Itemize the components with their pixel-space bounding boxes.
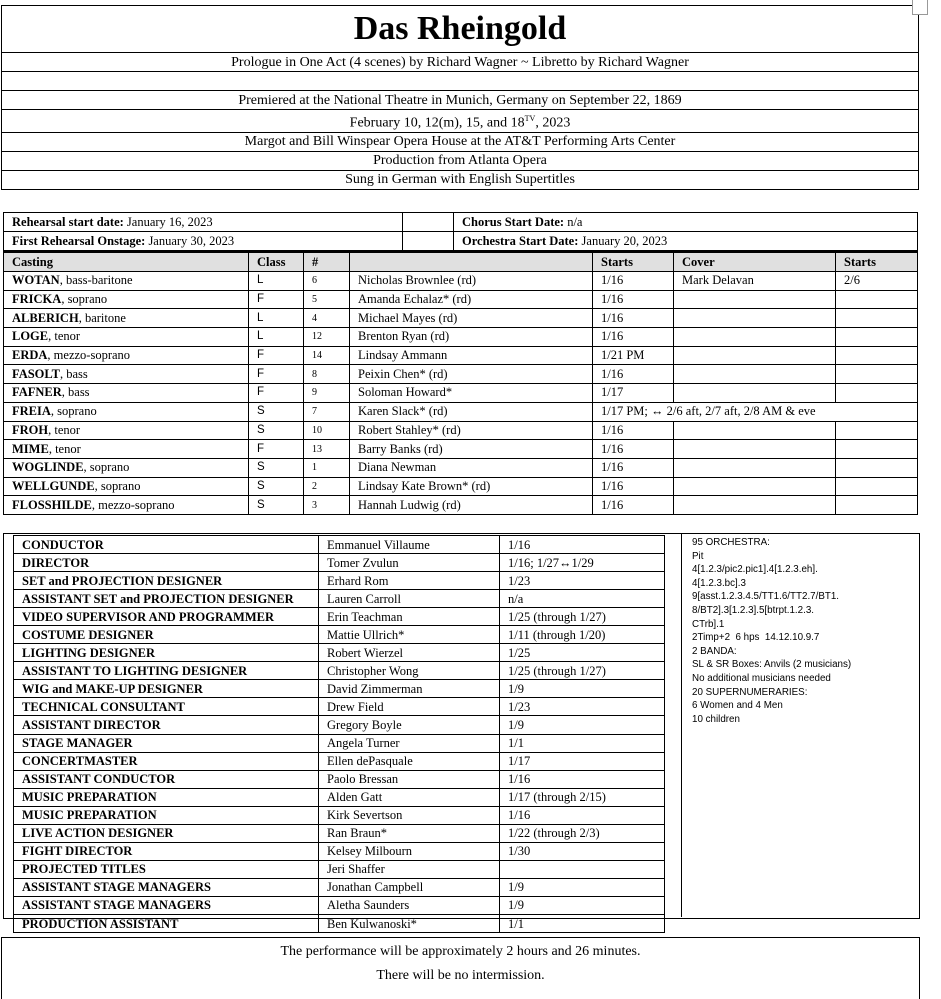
cast-cover-starts	[836, 365, 918, 384]
creative-name: Alden Gatt	[319, 788, 500, 806]
creative-name: Ben Kulwanoski*	[319, 914, 500, 932]
creative-name: Paolo Bressan	[319, 770, 500, 788]
dates-pre: February 10, 12(m), 15, and 18	[349, 115, 525, 131]
cast-starts: 1/16	[593, 458, 674, 477]
cast-cover-starts	[836, 309, 918, 328]
creative-name: Angela Turner	[319, 734, 500, 752]
creative-row	[14, 662, 665, 680]
creative-role: PRODUCTION ASSISTANT	[14, 914, 319, 932]
cast-class: S	[249, 477, 304, 496]
cast-row	[4, 477, 918, 496]
orchestra-line: SL & SR Boxes: Anvils (2 musicians)	[692, 659, 852, 671]
creative-starts	[500, 860, 665, 878]
cast-cover	[674, 440, 836, 459]
creative-starts: 1/22 (through 2/3)	[500, 824, 665, 842]
venue-line: Margot and Bill Winspear Opera House at the AT&T Performing Arts Center	[2, 132, 919, 151]
creative-name: David Zimmerman	[319, 680, 500, 698]
creative-role: MUSIC PREPARATION	[14, 806, 319, 824]
cast-role	[4, 421, 249, 440]
creative-team-section	[3, 533, 920, 931]
creative-name: Jonathan Campbell	[319, 878, 500, 896]
creative-name: Christopher Wong	[319, 662, 500, 680]
creative-role: PROJECTED TITLES	[14, 860, 319, 878]
creative-role: FIGHT DIRECTOR	[14, 842, 319, 860]
voice-type: , tenor	[48, 329, 81, 344]
creative-starts: 1/16	[500, 770, 665, 788]
role-name: FAFNER	[12, 385, 62, 400]
cast-number: 7	[304, 402, 350, 421]
cast-cover: Mark Delavan	[674, 272, 836, 291]
creative-name: Tomer Zvulun	[319, 554, 500, 572]
cast-row	[4, 402, 918, 421]
creative-role: ASSISTANT STAGE MANAGERS	[14, 896, 319, 914]
first-onstage	[4, 232, 403, 251]
cast-number: 6	[304, 272, 350, 291]
cast-role	[4, 365, 249, 384]
cast-role	[4, 458, 249, 477]
orchestra-line: Pit	[692, 550, 704, 562]
cast-starts: 1/16	[593, 290, 674, 309]
creative-role: VIDEO SUPERVISOR AND PROGRAMMER	[14, 608, 319, 626]
orchestra-line: 95 ORCHESTRA:	[692, 537, 770, 548]
col-class: Class	[249, 252, 304, 272]
creative-role: ASSISTANT STAGE MANAGERS	[14, 878, 319, 896]
creative-starts: 1/30	[500, 842, 665, 860]
cast-cover	[674, 290, 836, 309]
cast-starts: 1/16	[593, 421, 674, 440]
cast-cover-starts	[836, 384, 918, 403]
orchestra-line: 20 SUPERNUMERARIES:	[692, 686, 808, 698]
creative-role: TECHNICAL CONSULTANT	[14, 698, 319, 716]
creative-row	[14, 824, 665, 842]
creative-name: Kirk Severtson	[319, 806, 500, 824]
creative-name: Lauren Carroll	[319, 590, 500, 608]
creative-row	[14, 680, 665, 698]
creative-name: Kelsey Milbourn	[319, 842, 500, 860]
cast-row	[4, 290, 918, 309]
cast-class: F	[249, 346, 304, 365]
cast-header-row	[4, 252, 918, 272]
cast-row	[4, 328, 918, 347]
creative-starts: 1/9	[500, 896, 665, 914]
intermission-text: There will be no intermission.	[376, 968, 545, 983]
creative-starts: 1/23	[500, 698, 665, 716]
creative-starts: 1/23	[500, 572, 665, 590]
rehearsal-start-value: January 16, 2023	[123, 214, 213, 229]
creative-role: WIG and MAKE-UP DESIGNER	[14, 680, 319, 698]
orchestra-line: 4[1.2.3/pic2.pic1].4[1.2.3.eh].	[692, 564, 818, 576]
cast-body	[4, 272, 918, 515]
creative-row	[14, 572, 665, 590]
gap-cell	[403, 213, 454, 232]
cast-singer: Hannah Ludwig (rd)	[350, 496, 593, 515]
col-cover: Cover	[674, 252, 836, 272]
role-name: WELLGUNDE	[12, 478, 95, 493]
page-corner-icon	[912, 0, 928, 15]
orchestra-line: 2 BANDA:	[692, 645, 737, 657]
col-casting: Casting	[4, 252, 249, 272]
cast-cover-starts	[836, 496, 918, 515]
first-onstage-label: First Rehearsal Onstage:	[12, 233, 146, 248]
gap-cell	[403, 232, 454, 251]
blank-row	[2, 72, 919, 91]
creative-role: ASSISTANT SET and PROJECTION DESIGNER	[14, 590, 319, 608]
cast-cover	[674, 309, 836, 328]
creative-starts: 1/9	[500, 716, 665, 734]
cast-starts: 1/16	[593, 440, 674, 459]
cast-role	[4, 328, 249, 347]
creative-starts: 1/11 (through 1/20)	[500, 626, 665, 644]
cast-class: F	[249, 365, 304, 384]
creative-row	[14, 752, 665, 770]
cast-starts: 1/16	[593, 496, 674, 515]
cast-starts: 1/16	[593, 477, 674, 496]
creative-starts: 1/1	[500, 914, 665, 932]
cast-role	[4, 309, 249, 328]
orchestra-line: CTrb].1	[692, 618, 725, 630]
creative-role: ASSISTANT DIRECTOR	[14, 716, 319, 734]
cast-role	[4, 346, 249, 365]
orchestra-line: 10 children	[692, 713, 740, 725]
role-name: FREIA	[12, 404, 51, 419]
page-title: Das Rheingold	[2, 6, 919, 53]
cast-table	[3, 251, 918, 515]
cast-number: 14	[304, 346, 350, 365]
voice-type: , soprano	[83, 460, 130, 475]
cast-role	[4, 496, 249, 515]
voice-type: , soprano	[94, 478, 141, 493]
creative-name: Ellen dePasquale	[319, 752, 500, 770]
cast-number: 10	[304, 421, 350, 440]
cast-class: L	[249, 328, 304, 347]
creative-row	[14, 896, 665, 914]
rehearsal-start	[4, 213, 403, 232]
cast-class: F	[249, 440, 304, 459]
creative-role: ASSISTANT CONDUCTOR	[14, 770, 319, 788]
cast-cover-starts	[836, 290, 918, 309]
creative-name: Ran Braun*	[319, 824, 500, 842]
cast-cover	[674, 477, 836, 496]
footer	[1, 937, 920, 999]
col-cover-starts: Starts	[836, 252, 918, 272]
cast-class: F	[249, 384, 304, 403]
cast-number: 5	[304, 290, 350, 309]
voice-type: , tenor	[48, 441, 81, 456]
cast-cover	[674, 365, 836, 384]
creative-starts: 1/16	[500, 536, 665, 554]
cast-number: 13	[304, 440, 350, 459]
creative-name: Erin Teachman	[319, 608, 500, 626]
creative-row	[14, 860, 665, 878]
creative-name: Erhard Rom	[319, 572, 500, 590]
chorus-start	[454, 213, 918, 232]
cast-role	[4, 384, 249, 403]
creative-starts: 1/16	[500, 806, 665, 824]
creative-row	[14, 554, 665, 572]
role-name: LOGE	[12, 329, 49, 344]
cast-number: 1	[304, 458, 350, 477]
creative-row	[14, 590, 665, 608]
col-number: #	[304, 252, 350, 272]
creative-row	[14, 626, 665, 644]
cast-cover	[674, 421, 836, 440]
cast-cover	[674, 346, 836, 365]
orchestra-line: 9[asst.1.2.3.4.5/TT1.6/TT2.7/BT1.	[692, 591, 840, 603]
creative-role: CONCERTMASTER	[14, 752, 319, 770]
voice-type: , tenor	[48, 422, 81, 437]
dates-post: , 2023	[535, 115, 571, 131]
cast-number: 12	[304, 328, 350, 347]
creative-role: MUSIC PREPARATION	[14, 788, 319, 806]
creative-role: LIGHTING DESIGNER	[14, 644, 319, 662]
cast-number: 9	[304, 384, 350, 403]
cast-starts: 1/16	[593, 328, 674, 347]
creative-name: Aletha Saunders	[319, 896, 500, 914]
creative-starts: 1/25 (through 1/27)	[500, 662, 665, 680]
creative-role: DIRECTOR	[14, 554, 319, 572]
cast-singer: Michael Mayes (rd)	[350, 309, 593, 328]
duration-text: The performance will be approximately 2 hours and 26 minutes.	[280, 944, 641, 959]
cast-singer: Barry Banks (rd)	[350, 440, 593, 459]
cast-singer: Amanda Echalaz* (rd)	[350, 290, 593, 309]
voice-type: , mezzo-soprano	[47, 348, 131, 363]
language-line: Sung in German with English Supertitles	[2, 170, 919, 189]
creative-row	[14, 734, 665, 752]
cast-singer: Karen Slack* (rd)	[350, 402, 593, 421]
role-name: ERDA	[12, 348, 48, 363]
creative-name: Drew Field	[319, 698, 500, 716]
creative-starts: 1/9	[500, 680, 665, 698]
creative-row	[14, 536, 665, 554]
creative-name: Robert Wierzel	[319, 644, 500, 662]
orchestra-panel	[681, 534, 918, 917]
voice-type: , baritone	[78, 310, 126, 325]
cast-class: F	[249, 290, 304, 309]
cast-row	[4, 421, 918, 440]
cast-cover	[674, 384, 836, 403]
col-starts: Starts	[593, 252, 674, 272]
cast-role	[4, 290, 249, 309]
creative-name: Emmanuel Villaume	[319, 536, 500, 554]
cast-row	[4, 365, 918, 384]
cast-starts: 1/16	[593, 365, 674, 384]
cast-row	[4, 458, 918, 477]
creative-row	[14, 644, 665, 662]
col-singer	[350, 252, 593, 272]
creative-role: LIVE ACTION DESIGNER	[14, 824, 319, 842]
creative-role: SET and PROJECTION DESIGNER	[14, 572, 319, 590]
creative-name: Mattie Ullrich*	[319, 626, 500, 644]
cast-role	[4, 402, 249, 421]
orchestra-start-value: January 20, 2023	[578, 233, 668, 248]
creative-row	[14, 698, 665, 716]
rehearsal-start-label: Rehearsal start date:	[12, 214, 124, 229]
role-name: FROH	[12, 422, 49, 437]
orchestra-line: 4[1.2.3.bc].3	[692, 577, 746, 589]
cast-number: 4	[304, 309, 350, 328]
voice-type: , bass-baritone	[59, 273, 133, 288]
creative-row	[14, 842, 665, 860]
cast-row	[4, 346, 918, 365]
creative-role: ASSISTANT TO LIGHTING DESIGNER	[14, 662, 319, 680]
cast-singer: Lindsay Ammann	[350, 346, 593, 365]
cast-starts: 1/17	[593, 384, 674, 403]
cast-starts: 1/16	[593, 309, 674, 328]
orchestra-line: No additional musicians needed	[692, 672, 831, 684]
cast-row	[4, 384, 918, 403]
orchestra-line: 2Timp+2 6 hps 14.12.10.9.7	[692, 632, 820, 644]
orchestra-start-label: Orchestra Start Date:	[462, 233, 579, 248]
header-table	[1, 5, 919, 190]
creative-role: CONDUCTOR	[14, 536, 319, 554]
creative-name: Jeri Shaffer	[319, 860, 500, 878]
role-name: ALBERICH	[12, 310, 79, 325]
role-name: WOGLINDE	[12, 460, 84, 475]
creative-starts: 1/17 (through 2/15)	[500, 788, 665, 806]
cast-cover	[674, 328, 836, 347]
creative-starts: 1/17	[500, 752, 665, 770]
creative-starts: 1/1	[500, 734, 665, 752]
cast-starts: 1/16	[593, 272, 674, 291]
creative-body	[14, 536, 665, 933]
cast-row	[4, 496, 918, 515]
cast-role	[4, 440, 249, 459]
subtitle: Prologue in One Act (4 scenes) by Richard Wagner ~ Libretto by Richard Wagner	[2, 53, 919, 72]
creative-row	[14, 878, 665, 896]
cast-singer: Lindsay Kate Brown* (rd)	[350, 477, 593, 496]
cast-role	[4, 477, 249, 496]
chorus-start-value: n/a	[564, 214, 583, 229]
cast-number: 8	[304, 365, 350, 384]
cast-row	[4, 309, 918, 328]
creative-row	[14, 770, 665, 788]
chorus-start-label: Chorus Start Date:	[462, 214, 565, 229]
performance-dates	[2, 110, 919, 133]
creative-starts: 1/25 (through 1/27)	[500, 608, 665, 626]
premiere-line: Premiered at the National Theatre in Munich, Germany on September 22, 1869	[2, 91, 919, 110]
role-name: FRICKA	[12, 292, 62, 307]
cast-row	[4, 272, 918, 291]
cast-class: L	[249, 272, 304, 291]
voice-type: , bass	[61, 385, 90, 400]
role-name: FLOSSHILDE	[12, 497, 92, 512]
creative-name: Gregory Boyle	[319, 716, 500, 734]
cast-starts: 1/17 PM; ↔ 2/6 aft, 2/7 aft, 2/8 AM & eve	[593, 402, 918, 421]
orchestra-start	[454, 232, 918, 251]
cast-singer: Diana Newman	[350, 458, 593, 477]
creative-starts: 1/9	[500, 878, 665, 896]
cast-singer: Robert Stahley* (rd)	[350, 421, 593, 440]
cast-cover-starts: 2/6	[836, 272, 918, 291]
creative-row	[14, 914, 665, 932]
voice-type: , soprano	[61, 292, 108, 307]
creative-row	[14, 806, 665, 824]
role-name: WOTAN	[12, 273, 60, 288]
role-name: MIME	[12, 441, 49, 456]
creative-role: COSTUME DESIGNER	[14, 626, 319, 644]
creative-starts: 1/25	[500, 644, 665, 662]
cast-cover-starts	[836, 477, 918, 496]
cast-class: S	[249, 402, 304, 421]
cast-cover-starts	[836, 440, 918, 459]
cast-class: S	[249, 421, 304, 440]
creative-starts: n/a	[500, 590, 665, 608]
cast-cover-starts	[836, 458, 918, 477]
voice-type: , mezzo-soprano	[91, 497, 175, 512]
cast-cover-starts	[836, 328, 918, 347]
creative-row	[14, 608, 665, 626]
first-onstage-value: January 30, 2023	[145, 233, 235, 248]
cast-starts: 1/21 PM	[593, 346, 674, 365]
production-line: Production from Atlanta Opera	[2, 151, 919, 170]
role-name: FASOLT	[12, 366, 60, 381]
cast-number: 3	[304, 496, 350, 515]
cast-role	[4, 272, 249, 291]
voice-type: , bass	[59, 366, 88, 381]
cast-number: 2	[304, 477, 350, 496]
creative-starts: 1/16; 1/27↔1/29	[500, 554, 665, 572]
cast-cover-starts	[836, 421, 918, 440]
cast-singer: Peixin Chen* (rd)	[350, 365, 593, 384]
orchestra-line: 8/BT2].3[1.2.3].5[btrpt.1.2.3.	[692, 604, 814, 616]
cast-cover-starts	[836, 346, 918, 365]
voice-type: , soprano	[50, 404, 97, 419]
creative-role: STAGE MANAGER	[14, 734, 319, 752]
creative-row	[14, 788, 665, 806]
cast-singer: Brenton Ryan (rd)	[350, 328, 593, 347]
cast-cover	[674, 458, 836, 477]
cast-singer: Soloman Howard*	[350, 384, 593, 403]
cast-class: S	[249, 458, 304, 477]
cast-singer: Nicholas Brownlee (rd)	[350, 272, 593, 291]
cast-cover	[674, 496, 836, 515]
dates-sup: TV	[524, 114, 536, 123]
creative-row	[14, 716, 665, 734]
orchestra-line: 6 Women and 4 Men	[692, 700, 783, 712]
cast-row	[4, 440, 918, 459]
cast-class: L	[249, 309, 304, 328]
rehearsal-dates-table	[3, 212, 918, 251]
cast-class: S	[249, 496, 304, 515]
creative-team-table	[13, 535, 665, 933]
